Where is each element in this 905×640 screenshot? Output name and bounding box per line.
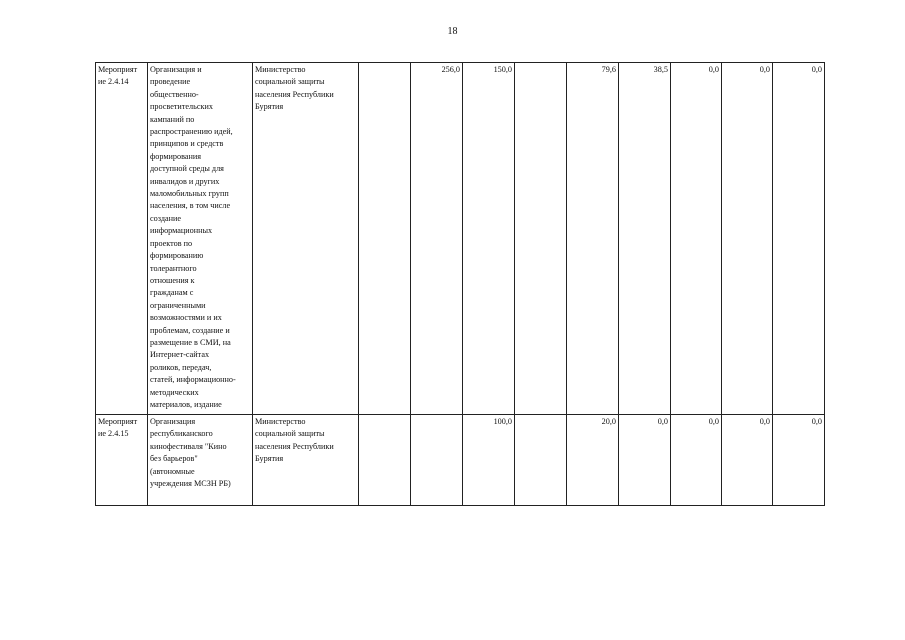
value-cell	[515, 415, 567, 506]
activity-title-cell-line: гражданам с	[150, 288, 194, 298]
value-cell: 0,0	[671, 415, 722, 506]
executor-cell-line: Бурятия	[255, 454, 284, 464]
executor-cell-line: населения Республики	[255, 89, 334, 99]
executor-cell	[253, 415, 359, 506]
activity-title-cell-line: просветительских	[150, 102, 213, 112]
activity-title-cell-line	[150, 411, 250, 413]
executor-cell-line: населения Республики	[255, 441, 334, 451]
page-number: 18	[447, 26, 458, 37]
executor-cell-line: Министерство	[255, 65, 306, 74]
activity-title-cell-line: размещение в СМИ, на	[150, 337, 231, 347]
value-cell	[359, 415, 411, 506]
value-cell	[515, 63, 567, 415]
activity-title-cell-line: роликов, передач,	[150, 362, 212, 372]
value-cell: 0,0	[773, 63, 825, 415]
activity-title-cell	[148, 63, 253, 415]
activity-title-cell-line: учреждения МСЗН РБ)	[150, 479, 231, 489]
value-cell: 150,0	[463, 63, 515, 415]
executor-cell-line: социальной защиты	[255, 429, 325, 439]
value-cell: 0,0	[722, 63, 773, 415]
activity-title-cell-line: методических	[150, 387, 199, 397]
value-cell	[411, 415, 463, 506]
activity-title-cell-line: проведение	[150, 77, 191, 87]
table-row	[96, 415, 825, 506]
activity-title-cell-line: возможностями и их	[150, 313, 222, 323]
activity-title-cell-line: кинофестиваля "Кино	[150, 441, 227, 451]
activity-title-cell-line: материалов, издание	[150, 399, 222, 409]
executor-cell	[253, 63, 359, 415]
activity-title-cell-line: (автономные	[150, 466, 195, 476]
activity-title-cell-line: отношения к	[150, 275, 195, 285]
activity-title-cell-line: создание	[150, 213, 182, 223]
activity-code-cell-line: Мероприят	[98, 417, 138, 426]
activity-title-cell-line: принципов и средств	[150, 139, 224, 149]
activity-code-cell-line: ие 2.4.14	[98, 77, 129, 87]
activity-code-cell-line: Мероприят	[98, 65, 138, 74]
activity-title-cell-line: Организация и	[150, 65, 202, 74]
activity-title-cell-line: толерантного	[150, 263, 197, 273]
activity-title-cell-line: кампаний по	[150, 114, 195, 124]
activity-title-cell-line: маломобильных групп	[150, 189, 229, 199]
activity-title-cell-line: Интернет-сайтах	[150, 350, 210, 360]
activity-title-cell-line: информационных	[150, 226, 213, 236]
activity-title-cell-line: формированию	[150, 251, 204, 261]
executor-cell-line: социальной защиты	[255, 77, 325, 87]
activity-title-cell-line: без барьеров"	[150, 454, 198, 464]
activity-code-cell	[96, 63, 148, 415]
value-cell: 79,6	[567, 63, 619, 415]
activity-code-cell-line: ие 2.4.15	[98, 429, 129, 439]
value-cell: 0,0	[671, 63, 722, 415]
activity-title-cell-line: населения, в том числе	[150, 201, 231, 211]
activity-title-cell-line: инвалидов и других	[150, 176, 220, 186]
activity-title-cell-line: проблемам, создание и	[150, 325, 230, 335]
value-cell	[359, 63, 411, 415]
value-cell: 100,0	[463, 415, 515, 506]
program-activities-table	[95, 62, 825, 506]
activity-title-cell	[148, 415, 253, 506]
activity-title-cell-line: республиканского	[150, 429, 213, 439]
activity-title-cell-line: общественно-	[150, 89, 199, 99]
activity-title-cell-line: доступной среды для	[150, 164, 224, 174]
value-cell: 38,5	[619, 63, 671, 415]
activity-code-cell	[96, 415, 148, 506]
executor-cell-line: Бурятия	[255, 102, 284, 112]
activity-title-cell-line: Организация	[150, 417, 196, 426]
activity-title-cell-line: распространению идей,	[150, 127, 233, 137]
value-cell: 0,0	[619, 415, 671, 506]
activity-title-cell-line: статей, информационно-	[150, 375, 236, 385]
value-cell: 0,0	[773, 415, 825, 506]
value-cell: 0,0	[722, 415, 773, 506]
value-cell: 256,0	[411, 63, 463, 415]
executor-cell-line: Министерство	[255, 417, 306, 426]
value-cell: 20,0	[567, 415, 619, 506]
activity-title-cell-line: ограниченными	[150, 300, 206, 310]
table-row	[96, 63, 825, 415]
activity-title-cell-line: проектов по	[150, 238, 193, 248]
activity-title-cell-line: формирования	[150, 151, 202, 161]
